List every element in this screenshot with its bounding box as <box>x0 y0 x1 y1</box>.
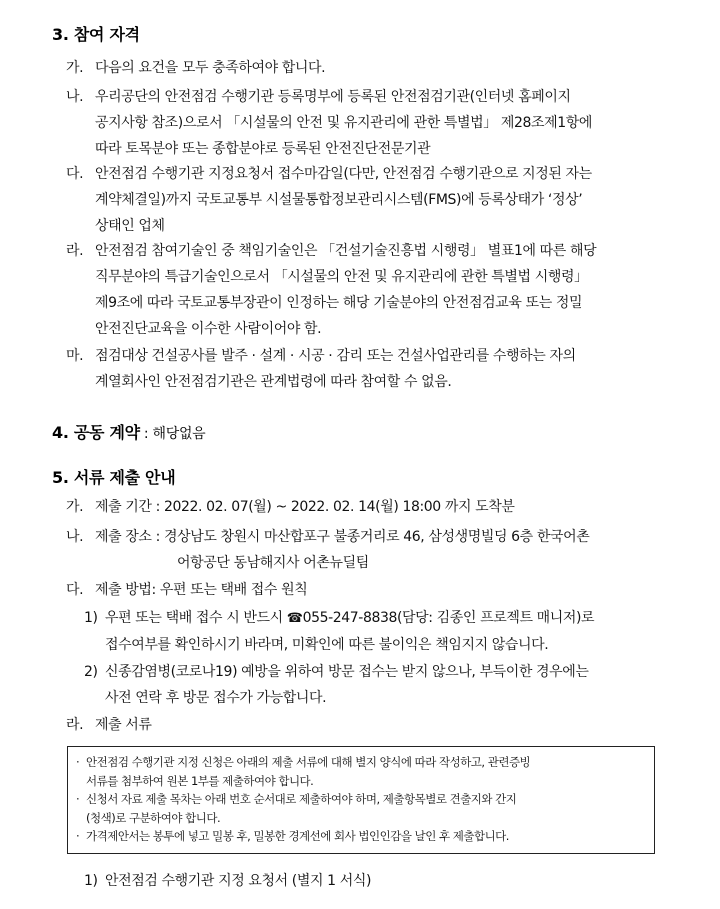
item-line: 신종감염병(코로나19) 예방을 위하여 방문 접수는 받지 않으나, 부득이한 경우에는 <box>105 664 589 680</box>
item-line: 안전점검 수행기관 지정요청서 접수마감일(다만, 안전점검 수행기관으로 지정된 자는 <box>95 166 592 182</box>
sec3-item-ga <box>66 55 325 81</box>
phone-icon: ☎ <box>286 611 303 626</box>
item-line: 계약체결일)까지 국토교통부 시설물통합정보관리시스템(FMS)에 등록상태가 ‘정상’ <box>95 192 583 208</box>
item-marker: 가. <box>66 499 84 515</box>
item-line: 제9조에 따라 국토교통부장관이 인정하는 해당 기술분야의 안전점검교육 또는 정밀 <box>95 295 583 311</box>
sec3-item-ma <box>66 343 576 395</box>
bullet: · <box>76 829 80 843</box>
sec3-item-da <box>66 161 592 239</box>
sec3-item-na <box>66 84 592 162</box>
item-marker: 라. <box>66 717 84 733</box>
notice-line: (청색)로 구분하여야 합니다. <box>86 810 221 825</box>
item-marker: 다. <box>66 582 84 598</box>
item-line: 접수여부를 확인하시기 바라며, 미확인에 따른 불이익은 책임지지 않습니다. <box>105 637 549 653</box>
item-line: 사전 연락 후 방문 접수가 가능합니다. <box>105 690 327 706</box>
item-line: 안전점검 참여기술인 중 책임기술인은 「건설기술진흥법 시행령」 별표1에 따른 해당 <box>95 243 597 259</box>
document-item-1 <box>84 868 371 894</box>
sec3-item-ra <box>66 238 596 342</box>
phone-number-text: 055-247-8838(담당: 김종인 프로젝트 매니저)로 <box>302 610 595 626</box>
sec5-item-ra <box>66 712 152 738</box>
sec5-item-na <box>66 524 589 576</box>
item-line: 점검대상 건설공사를 발주 · 설계 · 시공 · 감리 또는 건설사업관리를 수행하는 자의 <box>95 348 576 364</box>
item-marker: 다. <box>66 166 84 182</box>
item-line: 상태인 업체 <box>95 218 165 234</box>
section-4-title <box>52 420 205 443</box>
bullet: · <box>76 792 80 806</box>
item-line: 안전진단교육을 이수한 사람이어야 함. <box>95 321 322 337</box>
notice-line: 서류를 첨부하여 원본 1부를 제출하여야 합니다. <box>86 773 314 788</box>
submission-place-cont: 어항공단 동남해지사 어촌뉴딜팀 <box>177 555 369 571</box>
sec5-sub-1 <box>84 605 594 658</box>
section-4-title-text: 4. 공동 계약 <box>52 423 140 442</box>
item-marker: 가. <box>66 60 84 76</box>
bullet: · <box>76 755 80 769</box>
section-5-title: 5. 서류 제출 안내 <box>52 468 176 487</box>
item-line: 따라 토목분야 또는 종합분야로 등록된 안전진단전문기관 <box>95 141 431 157</box>
notice-item <box>76 790 648 809</box>
item-line: 공지사항 참조)으로서 「시설물의 안전 및 유지관리에 관한 특별법」 제28조제1항에 <box>95 115 593 131</box>
section-4-value: : 해당없음 <box>139 426 206 442</box>
submission-method: 제출 방법: 우편 또는 택배 접수 원칙 <box>95 582 308 598</box>
item-line <box>84 605 594 632</box>
item-marker: 1) <box>84 610 98 626</box>
item-line: 제출 서류 <box>95 717 152 733</box>
item-marker: 1) <box>84 873 98 889</box>
section-3-title: 3. 참여 자격 <box>52 25 140 44</box>
sec5-item-ga <box>66 494 515 520</box>
item-line: 우리공단의 안전점검 수행기관 등록명부에 등록된 안전점검기관(인터넷 홈페이지 <box>95 89 571 105</box>
notice-box <box>67 746 655 854</box>
item-text: 우편 또는 택배 접수 시 반드시 <box>105 610 287 626</box>
item-line: 안전점검 수행기관 지정 요청서 (별지 1 서식) <box>105 873 372 889</box>
submission-period: 제출 기간 : 2022. 02. 07(월) ~ 2022. 02. 14(월) 18:00 까지 도착분 <box>95 499 515 515</box>
item-marker: 마. <box>66 348 84 364</box>
item-marker: 2) <box>84 664 98 680</box>
item-line: 직무분야의 특급기술인으로서 「시설물의 안전 및 유지관리에 관한 특별법 시행령」 <box>95 269 588 285</box>
notice-line: 신청서 자료 제출 목차는 아래 번호 순서대로 제출하여야 하며, 제출항목별로 견출지와 간지 <box>86 792 517 806</box>
item-marker: 라. <box>66 243 84 259</box>
item-marker: 나. <box>66 529 84 545</box>
item-line: 계열회사인 안전점검기관은 관계법령에 따라 참여할 수 없음. <box>95 374 452 390</box>
sec5-sub-2 <box>84 659 589 711</box>
notice-line: 안전점검 수행기관 지정 신청은 아래의 제출 서류에 대해 별지 양식에 따라 작성하고, 관련증빙 <box>86 755 531 769</box>
submission-place: 제출 장소 : 경상남도 창원시 마산합포구 불종거리로 46, 삼성생명빌딩 6층 한국어촌 <box>95 529 590 545</box>
item-marker: 나. <box>66 89 84 105</box>
notice-item <box>76 827 648 846</box>
notice-item <box>76 753 648 772</box>
notice-line: 가격제안서는 봉투에 넣고 밀봉 후, 밀봉한 경계선에 회사 법인인감을 날인 후 제출합니다. <box>86 829 509 843</box>
item-line: 다음의 요건을 모두 충족하여야 합니다. <box>95 60 326 76</box>
sec5-item-da <box>66 577 307 603</box>
